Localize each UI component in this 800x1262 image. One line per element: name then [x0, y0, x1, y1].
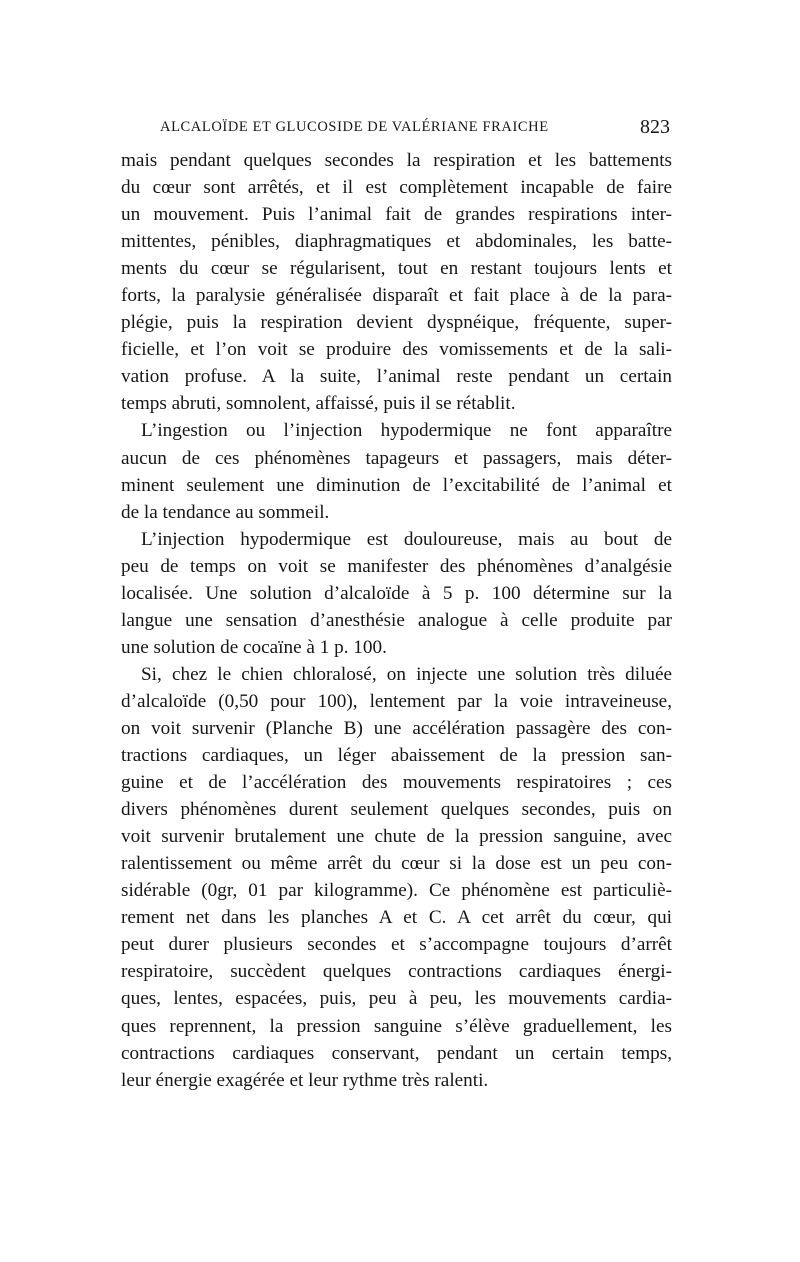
text-line: de la tendance au sommeil. — [121, 501, 330, 523]
text-line: L’ingestion ou l’injection hypodermique ne font apparaître — [141, 420, 672, 442]
text-line: L’injection hypodermique est douloureuse, mais au bout de — [141, 528, 672, 550]
text-line: un mouvement. Puis l’animal fait de grandes respirations inter- — [121, 204, 672, 226]
text-line: aucun de ces phénomènes tapageurs et passagers, mais déter- — [121, 447, 672, 469]
text-line: sidérable (0gr, 01 par kilogramme). Ce phénomène est particuliè- — [121, 880, 672, 902]
text-line: une solution de cocaïne à 1 p. 100. — [121, 636, 387, 658]
text-line: ralentissement ou même arrêt du cœur si la dose est un peu con- — [121, 853, 672, 875]
text-line: ments du cœur se régularisent, tout en restant toujours lents et — [121, 258, 672, 280]
text-line: divers phénomènes durent seulement quelques secondes, puis on — [121, 799, 672, 821]
text-line: ques, lentes, espacées, puis, peu à peu, les mouvements cardia- — [121, 988, 672, 1010]
text-line: peu de temps on voit se manifester des phénomènes d’analgésie — [121, 555, 672, 577]
text-line: plégie, puis la respiration devient dyspnéique, fréquente, super- — [121, 312, 672, 334]
text-line: forts, la paralysie généralisée disparaît et fait place à de la para- — [121, 285, 672, 307]
text-line: Si, chez le chien chloralosé, on injecte une solution très diluée — [141, 663, 672, 685]
text-line: guine et de l’accélération des mouvements respiratoires ; ces — [121, 772, 672, 794]
text-line: mais pendant quelques secondes la respiration et les battements — [121, 150, 672, 171]
text-line: temps abruti, somnolent, affaissé, puis il se rétablit. — [121, 393, 516, 415]
text-line: rement net dans les planches A et C. A cet arrêt du cœur, qui — [121, 907, 672, 929]
body-text — [121, 147, 672, 1094]
text-line: leur énergie exagérée et leur rythme très ralenti. — [121, 1069, 489, 1091]
text-line: on voit survenir (Planche B) une accélération passagère des con- — [121, 717, 672, 739]
page-number: 823 — [640, 116, 670, 138]
text-line: du cœur sont arrêtés, et il est complètement incapable de faire — [121, 177, 672, 199]
text-line: vation profuse. A la suite, l’animal reste pendant un certain — [121, 366, 672, 388]
text-line: minent seulement une diminution de l’excitabilité de l’animal et — [121, 474, 672, 496]
text-line: tractions cardiaques, un léger abaissement de la pression san- — [121, 745, 672, 767]
text-line: respiratoire, succèdent quelques contractions cardiaques énergi- — [121, 961, 672, 983]
text-line: voit survenir brutalement une chute de la pression sanguine, avec — [121, 826, 672, 848]
text-line: mittentes, pénibles, diaphragmatiques et abdominales, les batte- — [121, 231, 672, 253]
text-line: langue une sensation d’anesthésie analogue à celle produite par — [121, 609, 672, 631]
text-line: peut durer plusieurs secondes et s’accompagne toujours d’arrêt — [121, 934, 672, 956]
text-line: contractions cardiaques conservant, pendant un certain temps, — [121, 1042, 672, 1064]
text-line: ques reprennent, la pression sanguine s’élève graduellement, les — [121, 1015, 672, 1037]
text-line: localisée. Une solution d’alcaloïde à 5 p. 100 détermine sur la — [121, 582, 672, 604]
text-line: d’alcaloïde (0,50 pour 100), lentement par la voie intraveineuse, — [121, 690, 672, 712]
running-head — [160, 116, 670, 140]
text-line: ficielle, et l’on voit se produire des vomissements et de la sali- — [121, 339, 672, 361]
running-title: ALCALOÏDE ET GLUCOSIDE DE VALÉRIANE FRAICHE — [160, 119, 549, 135]
